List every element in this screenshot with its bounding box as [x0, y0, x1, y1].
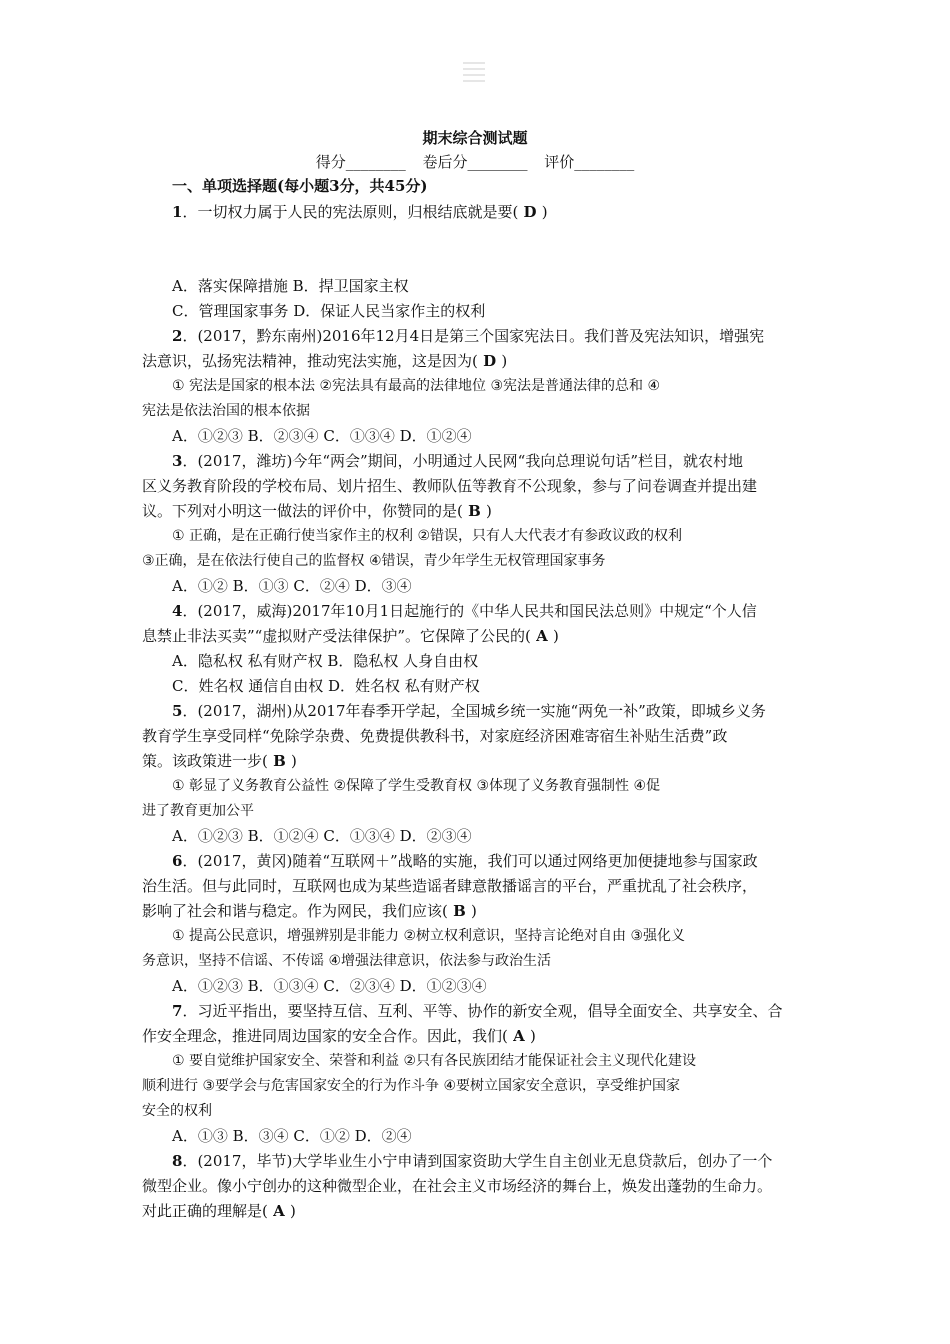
answer: B	[447, 902, 471, 920]
options: A．落实保障措施 B．捍卫国家主权	[172, 277, 409, 295]
question-7: 7．习近平指出，要坚持互信、互利、平等、协作的新安全观，倡导全面安全、共享安全、合	[172, 1002, 783, 1020]
options: A．①② B．①③ C．②④ D．③④	[172, 577, 412, 595]
statements: 务意识，坚持不信谣、不传谣 ④增强法律意识，依法参与政治生活	[142, 953, 551, 969]
statements: ① 彰显了义务教育公益性 ②保障了学生受教育权 ③体现了义务教育强制性 ④促	[172, 778, 661, 794]
watermark-logo	[463, 58, 485, 90]
options: A．①②③ B．①②④ C．①③④ D．②③④	[172, 827, 472, 845]
options: A．隐私权 私有财产权 B．隐私权 人身自由权	[172, 652, 479, 670]
options: C．管理国家事务 D．保证人民当家作主的权利	[172, 302, 486, 320]
answer: A	[267, 1202, 290, 1220]
page-title: 期末综合测试题	[422, 129, 528, 147]
options: A．①②③ B．①③④ C．②③④ D．①②③④	[172, 977, 487, 995]
statements: ① 正确，是在正确行使当家作主的权利 ②错误，只有人大代表才有参政议政的权利	[172, 528, 682, 544]
statements: ① 提高公民意识，增强辨别是非能力 ②树立权利意识，坚持言论绝对自由 ③强化义	[172, 928, 686, 944]
question-8: 8．(2017，毕节)大学毕业生小宁申请到国家资助大学生自主创业无息贷款后，创办了一个	[172, 1152, 773, 1170]
answer: B	[462, 502, 486, 520]
question-1: 1．一切权力属于人民的宪法原则，归根结底就是要( D )	[172, 203, 548, 221]
question-5: 5．(2017，湖州)从2017年春季开学起，全国城乡统一实施“两免一补”政策，即城乡义务	[172, 702, 766, 720]
statements: 宪法是依法治国的根本依据	[142, 403, 310, 419]
statements: 顺利进行 ③要学会与危害国家安全的行为作斗争 ④要树立国家安全意识，享受维护国家	[142, 1078, 680, 1094]
document-page: 期末综合测试题 得分________ 卷后分________ 评价________ 一、单项选择题(每小题3分，共45分) 1．一切权力属于人民的宪法原则，归根结底就是要( D ) A．落实保障措施 B．捍卫国家主权 C．管理国家事务 D．保证人民当家作主的权利 2．(2017，黔东南州)2016年12月4日是第三个国家宪法日。我们普及宪法知识，增强宪 法意识，弘扬宪法精神，推动宪法实施，这是因为( D ) ① 宪法是国家的根本法 ②宪法具有最高的法律地位 ③宪法是普通法律的总和 ④ 宪法是依法治国的根本依据 A．①②③ B．②③④ C．①③④ D．①②④ 3．(2017，潍坊)今年“两会”期间，小明通过人民网“我向总理说句话”栏目，就农村地 区义务教育阶段的学校布局、划片招生、教师队伍等教育不公现象，参与了问卷调查并提出建 议。下列对小明这一做法的评价中，你赞同的是( B ) ① 正确，是在正确行使当家作主的权利 ②错误，只有人大代表才有参政议政的权利 ③正确，是在依法行使自己的监督权 ④错误，青少年学生无权管理国家事务 A．①② B．①③ C．②④ D．③④ 4．(2017，威海)2017年10月1日起施行的《中华人民共和国民法总则》中规定“个人信 息禁止非法买卖”“虚拟财产受法律保护”。它保障了公民的( A ) A．隐私权 私有财产权 B．隐私权 人身自由权 C．姓名权 通信自由权 D．姓名权 私有财产权 5．(2017，湖州)从2017年春季开学起，全国城乡统一实施“两免一补”政策，即城乡义务 教育学生享受同样“免除学杂费、免费提供教科书，对家庭经济困难寄宿生补贴生活费”政 策。该政策进一步( B ) ① 彰显了义务教育公益性 ②保障了学生受教育权 ③体现了义务教育强制性 ④促 进了教育更加公平 A．①②③ B．①②④ C．①③④ D．②③④ 6．(2017，黄冈)随着“互联网＋”战略的实施，我们可以通过网络更加便捷地参与国家政 治生活。但与此同时，互联网也成为某些造谣者肆意散播谣言的平台，严重扰乱了社会秩序， 影响了社会和谐与稳定。作为网民，我们应该( B ) ① 提高公民意识，增强辨别是非能力 ②树立权利意识，坚持言论绝对自由 ③强化义 务意识，坚持不信谣、不传谣 ④增强法律意识，依法参与政治生活 A．①②③ B．①③④ C．②③④ D．①②③④ 7．习近平指出，要坚持互信、互利、平等、协作的新安全观，倡导全面安全、共享安全、合 作安全理念，推进同周边国家的安全合作。因此，我们( A ) ① 要自觉维护国家安全、荣誉和利益 ②只有各民族团结才能保证社会主义现代化建设 顺利进行 ③要学会与危害国家安全的行为作斗争 ④要树立国家安全意识，享受维护国家 安全的权利 A．①③ B．③④ C．①② D．②④ 8．(2017，毕节)大学毕业生小宁申请到国家资助大学生自主创业无息贷款后，创办了一个 微型企业。像小宁创办的这种微型企业，在社会主义市场经济的舞台上，焕发出蓬勃的生命力。 对此正确的理解是( A )	[0, 0, 950, 1344]
question-number: 1	[172, 203, 183, 221]
question-3: 3．(2017，潍坊)今年“两会”期间，小明通过人民网“我向总理说句话”栏目，就农村地	[172, 452, 743, 470]
answer: D	[477, 352, 502, 370]
options: A．①③ B．③④ C．①② D．②④	[172, 1127, 412, 1145]
question-4: 4．(2017，威海)2017年10月1日起施行的《中华人民共和国民法总则》中规定“个人信	[172, 602, 757, 620]
post-score-field: 卷后分________	[422, 153, 528, 171]
question-6: 6．(2017，黄冈)随着“互联网＋”战略的实施，我们可以通过网络更加便捷地参与国家政	[172, 852, 758, 870]
section-heading: 一、单项选择题(每小题3分，共45分)	[172, 177, 428, 195]
answer: D	[518, 203, 542, 221]
statements: 安全的权利	[142, 1103, 212, 1119]
options: C．姓名权 通信自由权 D．姓名权 私有财产权	[172, 677, 480, 695]
question-2: 2．(2017，黔东南州)2016年12月4日是第三个国家宪法日。我们普及宪法知识，增强宪	[172, 327, 765, 345]
answer: A	[530, 627, 553, 645]
evaluation-field: 评价________	[544, 153, 635, 171]
score-field: 得分________	[315, 153, 406, 171]
statements: ③正确，是在依法行使自己的监督权 ④错误，青少年学生无权管理国家事务	[142, 553, 606, 569]
statements: ① 要自觉维护国家安全、荣誉和利益 ②只有各民族团结才能保证社会主义现代化建设	[172, 1053, 696, 1069]
answer: A	[507, 1027, 530, 1045]
statements: 进了教育更加公平	[142, 803, 254, 819]
statements: ① 宪法是国家的根本法 ②宪法具有最高的法律地位 ③宪法是普通法律的总和 ④	[172, 378, 661, 394]
answer: B	[267, 752, 291, 770]
options: A．①②③ B．②③④ C．①③④ D．①②④	[172, 427, 472, 445]
score-line	[0, 152, 950, 172]
